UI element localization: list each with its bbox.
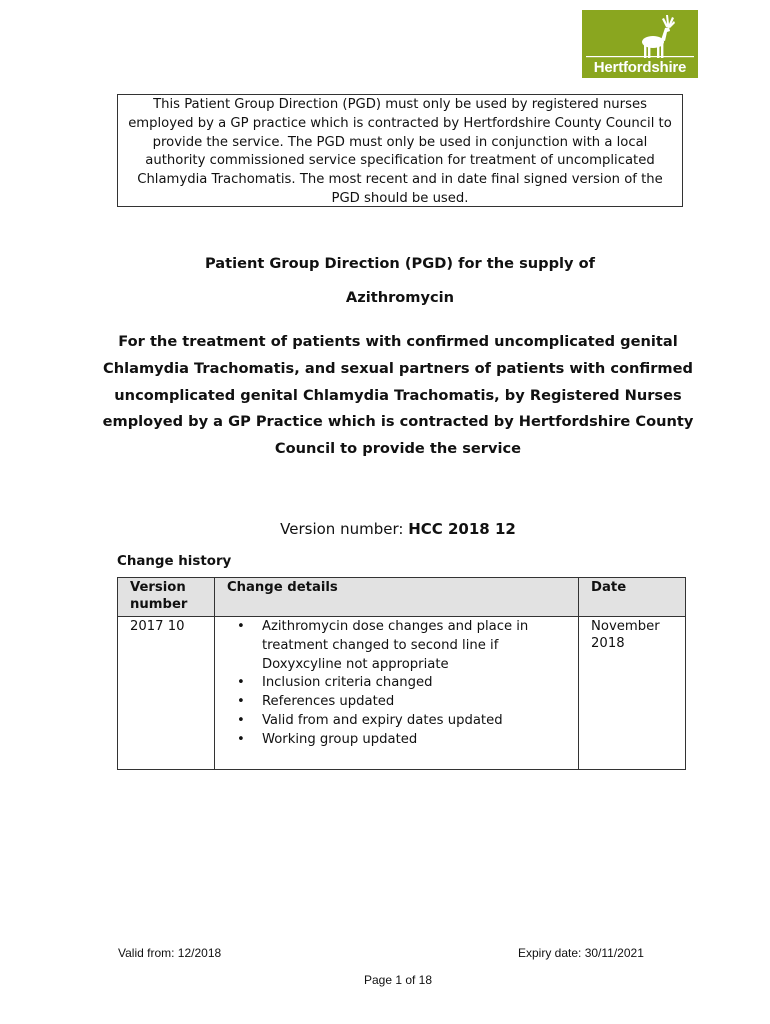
list-item: • Valid from and expiry dates updated bbox=[262, 712, 566, 731]
list-item: • References updated bbox=[262, 693, 566, 712]
document-title: Patient Group Direction (PGD) for the supply of bbox=[204, 255, 596, 272]
version-value: HCC 2018 12 bbox=[408, 520, 516, 538]
list-item: • Inclusion criteria changed bbox=[262, 674, 566, 693]
row-date: November 2018 bbox=[579, 617, 686, 770]
drug-name: Azithromycin bbox=[345, 289, 455, 306]
list-item: • Working group updated bbox=[262, 731, 566, 750]
header-version: Version number bbox=[118, 578, 215, 617]
page-number: Page 1 of 18 bbox=[363, 973, 433, 987]
version-number bbox=[100, 520, 696, 538]
table-header-row bbox=[118, 578, 686, 617]
row-change-details bbox=[214, 617, 578, 770]
header-change-details: Change details bbox=[214, 578, 578, 617]
change-history-table bbox=[117, 577, 686, 770]
expiry-date: Expiry date: 30/11/2021 bbox=[518, 946, 644, 960]
valid-from: Valid from: 12/2018 bbox=[118, 946, 222, 960]
row-version: 2017 10 bbox=[118, 617, 215, 770]
change-list bbox=[227, 618, 566, 750]
header-date: Date bbox=[579, 578, 686, 617]
change-history-title: Change history bbox=[117, 554, 232, 569]
pgd-usage-notice: This Patient Group Direction (PGD) must only be used by registered nurses employed by a GP practice which is contracted by Hertfordshire County Council to provide the service. The PGD must only be used in conjunction with a local authority commissioned service specification for treatment of uncomplicated Chlamydia Trachomatis. The most recent and in date final signed version of the PGD should be used. bbox=[117, 94, 683, 207]
version-label: Version number: bbox=[280, 520, 409, 538]
hertfordshire-logo bbox=[582, 10, 698, 78]
document-subtitle: For the treatment of patients with confirmed uncomplicated genital Chlamydia Trachomatis, and sexual partners of patients with confirmed uncomplicated genital Chlamydia Trachomatis, by Registered Nurses employed by a GP Practice which is contracted by Hertfordshire County Council to provide the service bbox=[102, 333, 694, 458]
table-row bbox=[118, 617, 686, 770]
logo-text: Hertfordshire bbox=[593, 59, 687, 76]
list-item: • Azithromycin dose changes and place in treatment changed to second line if Doxyxcyline not appropriate bbox=[262, 618, 566, 674]
